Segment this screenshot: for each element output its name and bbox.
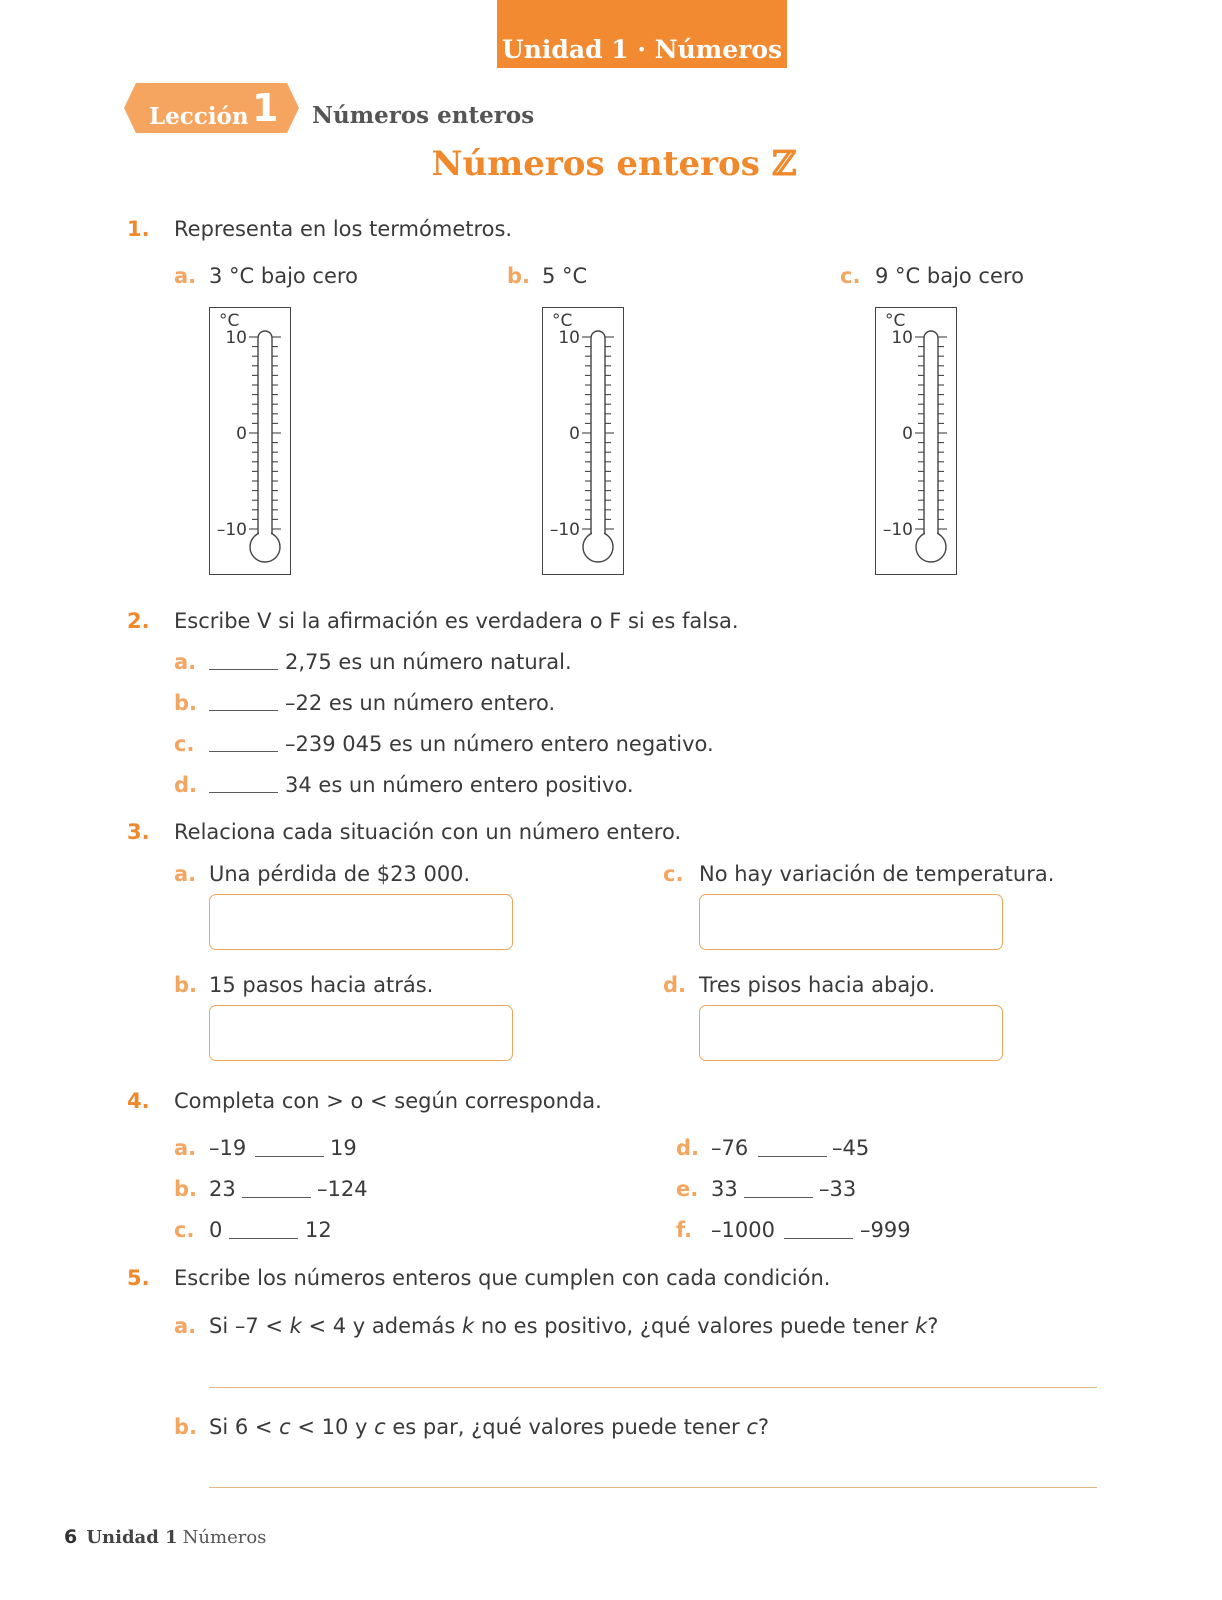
- thermometer-tube: [591, 331, 605, 543]
- thermometer-neck: [925, 530, 937, 538]
- thermometer-a[interactable]: [209, 307, 291, 575]
- exercise-1-item-a-text: 3 °C bajo cero: [209, 264, 358, 288]
- footer: [64, 1528, 266, 1547]
- exercise-4-item-b-answer-line[interactable]: [242, 1197, 311, 1198]
- exercise-2-item-b-letter: b.: [174, 691, 198, 715]
- exercise-3-number: 3.: [127, 820, 150, 844]
- exercise-4-item-e-right: –33: [819, 1177, 857, 1201]
- exercise-5-prompt: Escribe los números enteros que cumplen con cada condición.: [174, 1266, 831, 1290]
- exercise-1-item-c-letter: c.: [840, 264, 861, 288]
- exercise-3-item-c-text: No hay variación de temperatura.: [699, 862, 1055, 886]
- thermometer-scale-label: 0: [236, 424, 247, 444]
- exercise-4-prompt: Completa con > o < según corresponda.: [174, 1089, 602, 1113]
- exercise-4-item-f-right: –999: [860, 1218, 911, 1242]
- exercise-4-item-b-left: 23: [209, 1177, 236, 1201]
- exercise-3-item-c-answer-box[interactable]: [699, 894, 1003, 950]
- exercise-4-item-c-letter: c.: [174, 1218, 195, 1242]
- exercise-3-prompt: Relaciona cada situación con un número entero.: [174, 820, 682, 844]
- exercise-2-item-c-text: –239 045 es un número entero negativo.: [285, 732, 714, 756]
- exercise-4-item-a-letter: a.: [174, 1136, 197, 1160]
- exercise-1-item-b-letter: b.: [507, 264, 531, 288]
- thermometer-scale-label: –10: [882, 520, 913, 540]
- exercise-3-item-b-letter: b.: [174, 973, 198, 997]
- exercise-4-item-c-left: 0: [209, 1218, 223, 1242]
- exercise-5-item-a-answer-line[interactable]: [209, 1387, 1097, 1388]
- page-title: [0, 144, 1222, 184]
- exercise-2-prompt: Escribe V si la afirmación es verdadera o F si es falsa.: [174, 609, 739, 633]
- exercise-3-item-b-text: 15 pasos hacia atrás.: [209, 973, 434, 997]
- exercise-4-item-a-right: 19: [330, 1136, 357, 1160]
- exercise-4-item-c-answer-line[interactable]: [229, 1238, 298, 1239]
- thermometer-scale-label: 10: [891, 328, 913, 348]
- footer-unit: Unidad 1: [86, 1527, 178, 1548]
- exercise-5-number: 5.: [127, 1266, 150, 1290]
- thermometer-unit-label: °C: [885, 311, 906, 331]
- exercise-2-item-d-answer-line[interactable]: [209, 792, 278, 793]
- exercise-1-item-a-letter: a.: [174, 264, 197, 288]
- exercise-4-item-d-letter: d.: [676, 1136, 700, 1160]
- exercise-2-number: 2.: [127, 609, 150, 633]
- exercise-5-item-b-text: Si 6 < c < 10 y c es par, ¿qué valores puede tener c?: [209, 1415, 770, 1439]
- lesson-number: 1: [252, 86, 279, 130]
- exercise-3-item-d-answer-box[interactable]: [699, 1005, 1003, 1061]
- page-number: 6: [64, 1526, 78, 1548]
- exercise-2-item-c-answer-line[interactable]: [209, 751, 278, 752]
- exercise-4-item-c-right: 12: [305, 1218, 332, 1242]
- exercise-4-item-f-answer-line[interactable]: [784, 1238, 853, 1239]
- exercise-3-item-a-text: Una pérdida de $23 000.: [209, 862, 471, 886]
- thermometer-tube: [258, 331, 272, 543]
- exercise-3-item-b-answer-box[interactable]: [209, 1005, 513, 1061]
- thermometer-scale-label: 10: [558, 328, 580, 348]
- lesson-label: Lección: [149, 103, 249, 130]
- exercise-3-item-a-answer-box[interactable]: [209, 894, 513, 950]
- exercise-4-item-a-answer-line[interactable]: [255, 1156, 324, 1157]
- exercise-1-item-c-text: 9 °C bajo cero: [875, 264, 1024, 288]
- exercise-2-item-a-answer-line[interactable]: [209, 669, 278, 670]
- exercise-2-item-a-text: 2,75 es un número natural.: [285, 650, 572, 674]
- integer-set-symbol: ℤ: [771, 144, 797, 184]
- exercise-2-item-d-text: 34 es un número entero positivo.: [285, 773, 634, 797]
- lesson-topic: Números enteros: [312, 102, 535, 129]
- thermometer-neck: [259, 530, 271, 538]
- exercise-4-item-e-left: 33: [711, 1177, 738, 1201]
- exercise-4-item-e-answer-line[interactable]: [744, 1197, 813, 1198]
- exercise-3-item-a-letter: a.: [174, 862, 197, 886]
- exercise-4-item-d-answer-line[interactable]: [758, 1156, 827, 1157]
- exercise-4-item-d-left: –76: [711, 1136, 749, 1160]
- thermometer-unit-label: °C: [219, 311, 240, 331]
- exercise-1-prompt: Representa en los termómetros.: [174, 217, 513, 241]
- exercise-2-item-d-letter: d.: [174, 773, 198, 797]
- thermometer-scale-label: 0: [902, 424, 913, 444]
- exercise-3-item-c-letter: c.: [663, 862, 684, 886]
- exercise-2-item-b-answer-line[interactable]: [209, 710, 278, 711]
- thermometer-tube: [924, 331, 938, 543]
- exercise-5-item-b-answer-line[interactable]: [209, 1487, 1097, 1488]
- page-title-text: Números enteros: [431, 144, 760, 184]
- exercise-1-item-b-text: 5 °C: [542, 264, 588, 288]
- exercise-4-item-e-letter: e.: [676, 1177, 699, 1201]
- thermometer-unit-label: °C: [552, 311, 573, 331]
- exercise-4-item-d-right: –45: [832, 1136, 870, 1160]
- thermometer-scale-label: 0: [569, 424, 580, 444]
- footer-unit-name: Números: [182, 1527, 267, 1548]
- unit-header-label: Unidad 1 · Números: [501, 35, 783, 64]
- exercise-2-item-b-text: –22 es un número entero.: [285, 691, 556, 715]
- exercise-4-number: 4.: [127, 1089, 150, 1113]
- exercise-5-item-a-letter: a.: [174, 1314, 197, 1338]
- thermometer-c[interactable]: [875, 307, 957, 575]
- unit-header-tab: [497, 0, 787, 68]
- exercise-4-item-f-left: –1000: [711, 1218, 775, 1242]
- exercise-5-item-b-letter: b.: [174, 1415, 198, 1439]
- thermometer-scale-label: 10: [225, 328, 247, 348]
- exercise-4-item-b-letter: b.: [174, 1177, 198, 1201]
- exercise-5-item-a-text: Si –7 < k < 4 y además k no es positivo, ¿qué valores puede tener k?: [209, 1314, 939, 1338]
- exercise-4-item-f-letter: f.: [676, 1218, 692, 1242]
- thermometer-neck: [592, 530, 604, 538]
- thermometer-scale-label: –10: [216, 520, 247, 540]
- exercise-4-item-a-left: –19: [209, 1136, 247, 1160]
- exercise-1-number: 1.: [127, 217, 150, 241]
- thermometer-b[interactable]: [542, 307, 624, 575]
- exercise-2-item-c-letter: c.: [174, 732, 195, 756]
- exercise-3-item-d-text: Tres pisos hacia abajo.: [699, 973, 936, 997]
- exercise-2-item-a-letter: a.: [174, 650, 197, 674]
- exercise-3-item-d-letter: d.: [663, 973, 687, 997]
- exercise-4-item-b-right: –124: [317, 1177, 368, 1201]
- thermometer-scale-label: –10: [549, 520, 580, 540]
